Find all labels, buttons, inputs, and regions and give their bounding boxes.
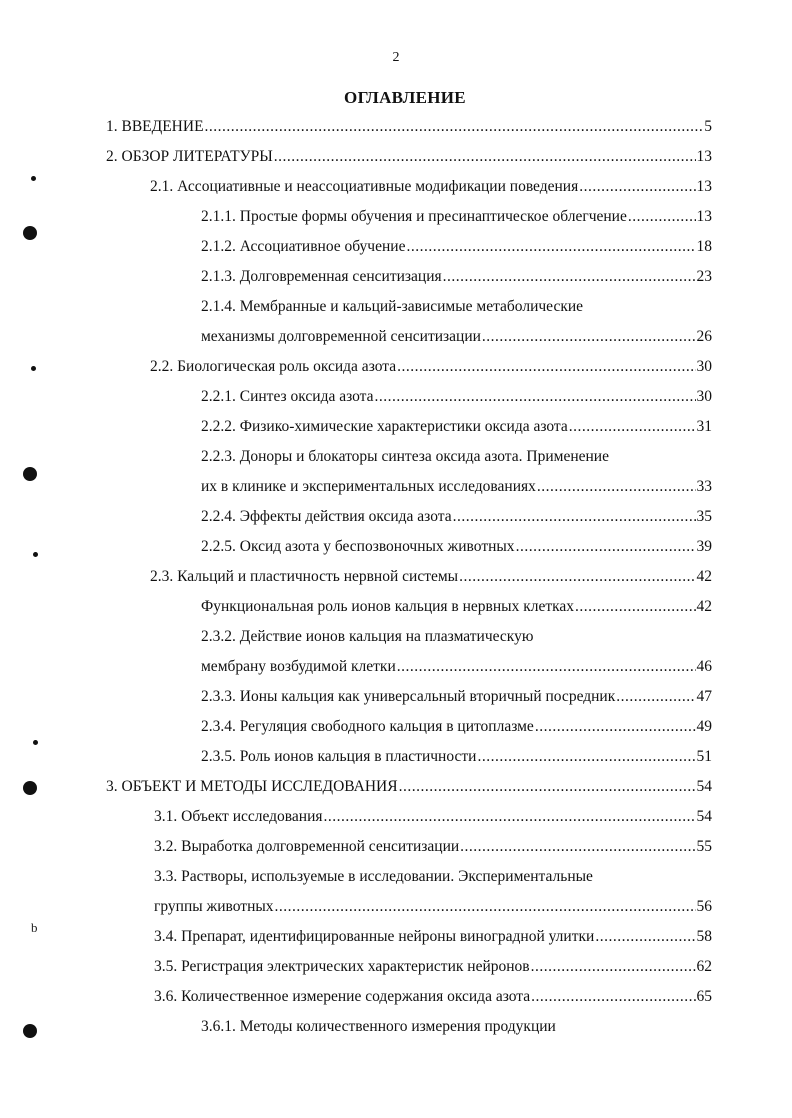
toc-entry-text: их в клинике и экспериментальных исследованиях: [201, 478, 536, 495]
toc-entry-page: 42: [696, 598, 712, 615]
toc-entry: [201, 412, 712, 442]
toc-entry-text: 2.2.5. Оксид азота у беспозвоночных животных: [201, 538, 515, 555]
toc-entry-page: 47: [696, 688, 712, 705]
leader-dots: [516, 532, 696, 562]
toc-entry-text: 2. ОБЗОР ЛИТЕРАТУРЫ: [106, 148, 273, 165]
leader-dots: [628, 202, 696, 232]
toc-entry-text: 3.3. Растворы, используемые в исследовании. Экспериментальные: [154, 868, 593, 885]
toc-entry: [154, 952, 712, 982]
leader-dots: [477, 742, 695, 772]
toc-entry-text: 2.2.2. Физико-химические характеристики оксида азота: [201, 418, 568, 435]
leader-dots: [537, 472, 696, 502]
toc-entry: [201, 742, 712, 772]
toc-entry-text: 2.3.4. Регуляция свободного кальция в цитоплазме: [201, 718, 534, 735]
speck-mark: [33, 552, 38, 557]
toc-entry-page: 49: [696, 718, 712, 735]
toc-entry-text: 3.6.1. Методы количественного измерения продукции: [201, 1018, 556, 1035]
toc-entry-text: 2.1. Ассоциативные и неассоциативные модификации поведения: [150, 178, 579, 195]
leader-dots: [482, 322, 696, 352]
toc-entry-text: 2.3. Кальций и пластичность нервной системы: [150, 568, 459, 585]
toc-title: ОГЛАВЛЕНИЕ: [344, 88, 466, 107]
toc-entry: [150, 172, 712, 202]
leader-dots: [443, 262, 696, 292]
leader-dots: [453, 502, 696, 532]
toc-entry-text: 2.3.2. Действие ионов кальция на плазматическую: [201, 628, 534, 645]
toc-entry-text: 3.2. Выработка долговременной сенситизации: [154, 838, 460, 855]
leader-dots: [569, 412, 696, 442]
leader-dots: [459, 562, 695, 592]
toc-entry: [201, 262, 712, 292]
binder-hole-mark: [23, 781, 37, 795]
leader-dots: [275, 892, 696, 922]
leader-dots: [399, 772, 696, 802]
toc-entry: [201, 532, 712, 562]
leader-dots: [274, 142, 696, 172]
toc-entry-text: 3.4. Препарат, идентифицированные нейроны виноградной улитки: [154, 928, 595, 945]
toc-entry-text: группы животных: [154, 898, 274, 915]
toc-entry-page: 31: [696, 418, 712, 435]
toc-entry-page: 62: [696, 958, 712, 975]
toc-entry: [106, 142, 712, 172]
leader-dots: [535, 712, 696, 742]
toc-entry-page: 54: [696, 808, 712, 825]
binder-hole-mark: [23, 467, 37, 481]
leader-dots: [397, 652, 696, 682]
toc-entry-text: 2.2.3. Доноры и блокаторы синтеза оксида азота. Применение: [201, 448, 609, 465]
toc-entry-text: 3.5. Регистрация электрических характеристик нейронов: [154, 958, 530, 975]
toc-entry-text: 3.6. Количественное измерение содержания оксида азота: [154, 988, 531, 1005]
toc-entry: [106, 112, 712, 142]
toc-entry: [201, 1012, 712, 1042]
toc-entry: [201, 472, 712, 502]
toc-entry-text: 1. ВВЕДЕНИЕ: [106, 118, 204, 135]
toc-entry: [201, 652, 712, 682]
toc-entry: [154, 892, 712, 922]
leader-dots: [375, 382, 696, 412]
binder-hole-mark: [23, 1024, 37, 1038]
toc-entry: [201, 442, 712, 472]
toc-entry: [201, 382, 712, 412]
toc-entry-text: 2.2.4. Эффекты действия оксида азота: [201, 508, 452, 525]
toc-entry-page: 58: [696, 928, 712, 945]
toc-entry-page: 13: [696, 148, 712, 165]
binder-hole-mark: [23, 226, 37, 240]
toc-entry-text: 2.2. Биологическая роль оксида азота: [150, 358, 397, 375]
toc-entry-text: 3.1. Объект исследования: [154, 808, 323, 825]
toc-entry: [201, 232, 712, 262]
toc-entry-page: 26: [696, 328, 712, 345]
speck-mark: [31, 176, 36, 181]
toc-entry: [150, 352, 712, 382]
toc-entry: [154, 982, 712, 1012]
toc-entry-page: 51: [696, 748, 712, 765]
toc-entry-page: 65: [696, 988, 712, 1005]
toc-entry: [201, 712, 712, 742]
toc-entry-text: Функциональная роль ионов кальция в нервных клетках: [201, 598, 575, 615]
toc-entry-page: 56: [696, 898, 712, 915]
toc-entry: [201, 502, 712, 532]
toc-entry-text: 2.1.1. Простые формы обучения и пресинаптическое облегчение: [201, 208, 627, 225]
toc-entry-page: 33: [696, 478, 712, 495]
leader-dots: [616, 682, 695, 712]
toc-entry: [201, 322, 712, 352]
toc-entry-page: 54: [696, 778, 712, 795]
toc-entry: [154, 832, 712, 862]
toc-entry-text: 2.3.3. Ионы кальция как универсальный вторичный посредник: [201, 688, 616, 705]
toc-entry: [150, 562, 712, 592]
speck-mark: [31, 366, 36, 371]
toc-entry-text: 2.2.1. Синтез оксида азота: [201, 388, 374, 405]
handwritten-mark: b: [31, 920, 38, 935]
toc-entry-text: мембрану возбудимой клетки: [201, 658, 396, 675]
toc-entry: [201, 592, 712, 622]
toc-entry-text: 2.1.4. Мембранные и кальций-зависимые метаболические: [201, 298, 584, 315]
leader-dots: [324, 802, 696, 832]
toc-entry: [106, 772, 712, 802]
leader-dots: [531, 952, 696, 982]
toc-entry-page: 42: [696, 568, 712, 585]
leader-dots: [575, 592, 695, 622]
toc-entry-text: 2.3.5. Роль ионов кальция в пластичности: [201, 748, 477, 765]
toc-entry-page: 35: [696, 508, 712, 525]
leader-dots: [460, 832, 695, 862]
toc-entry: [154, 802, 712, 832]
toc-entry: [154, 922, 712, 952]
toc-entry: [201, 202, 712, 232]
toc-entry: [201, 682, 712, 712]
toc-entry-text: 2.1.3. Долговременная сенситизация: [201, 268, 442, 285]
toc-entry-text: механизмы долговременной сенситизации: [201, 328, 481, 345]
toc-entry-page: 13: [696, 178, 712, 195]
toc-entry-page: 18: [696, 238, 712, 255]
toc-entry-page: 30: [696, 358, 712, 375]
toc-entry-page: 13: [696, 208, 712, 225]
toc-entry-page: 46: [696, 658, 712, 675]
toc-entry-page: 55: [696, 838, 712, 855]
toc-entry-page: 23: [696, 268, 712, 285]
toc-entry-page: 5: [704, 118, 712, 135]
leader-dots: [579, 172, 695, 202]
leader-dots: [205, 112, 704, 142]
toc-entry: [201, 622, 712, 652]
toc-entry-text: 2.1.2. Ассоциативное обучение: [201, 238, 406, 255]
page-number: 2: [392, 50, 400, 65]
leader-dots: [531, 982, 695, 1012]
toc-entry: [154, 862, 712, 892]
toc-entry-text: 3. ОБЪЕКТ И МЕТОДЫ ИССЛЕДОВАНИЯ: [106, 778, 398, 795]
toc-entry: [201, 292, 712, 322]
toc-entry-page: 39: [696, 538, 712, 555]
leader-dots: [595, 922, 695, 952]
speck-mark: [33, 740, 38, 745]
leader-dots: [397, 352, 695, 382]
toc-entry-page: 30: [696, 388, 712, 405]
leader-dots: [406, 232, 695, 262]
